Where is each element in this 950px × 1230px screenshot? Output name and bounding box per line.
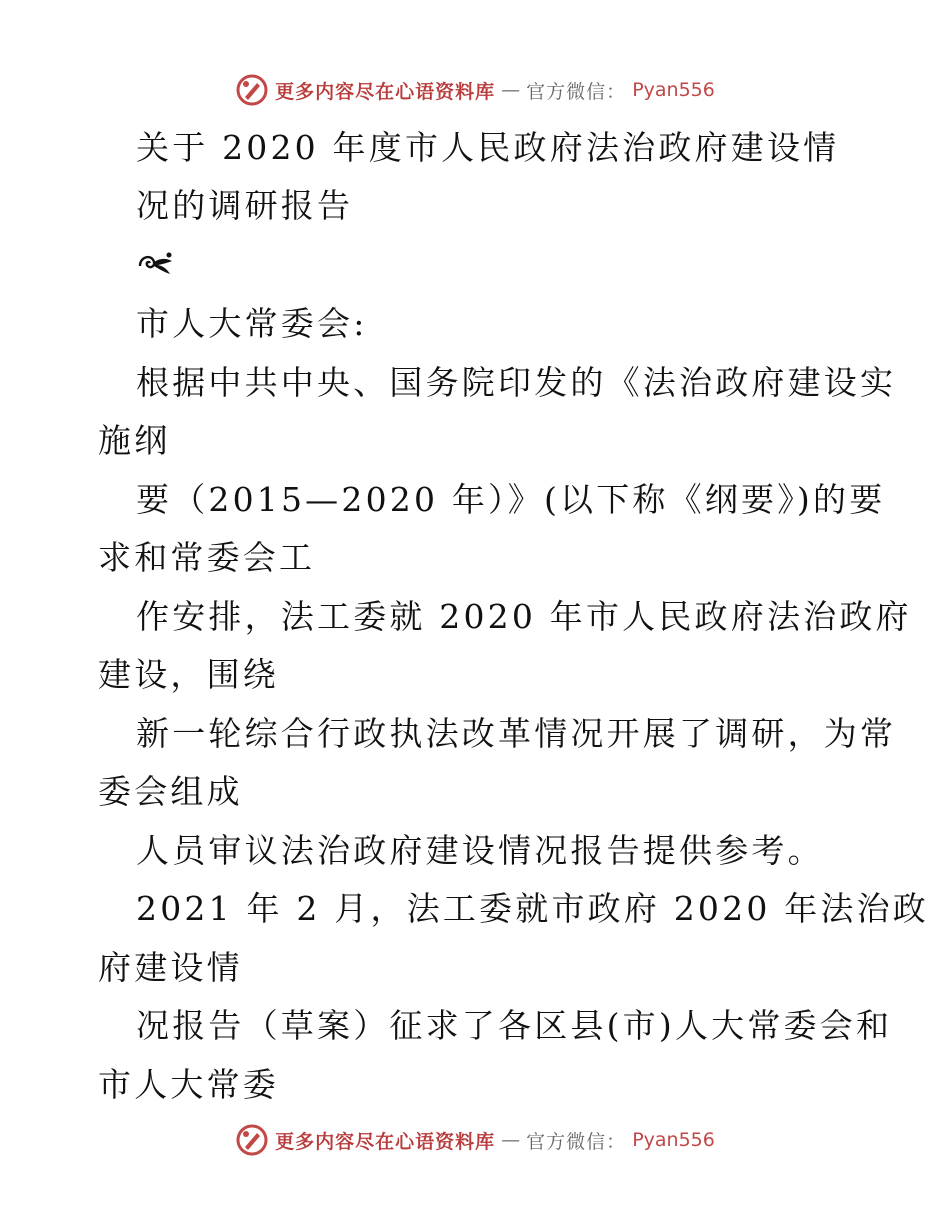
fleuron-icon: [136, 248, 176, 278]
document-title-line-1: 关于 2020 年度市人民政府法治政府建设情: [136, 128, 840, 167]
watermark-footer: [0, 1122, 950, 1158]
watermark-separator: —: [501, 79, 521, 101]
paragraph-line: 根据中共中央、国务院印发的《法治政府建设实: [136, 363, 897, 402]
paragraph-line: 况报告（草案）征求了各区县(市)人大常委会和: [136, 1006, 893, 1045]
watermark-wechat-label: 官方微信：: [526, 1130, 627, 1153]
paragraph-line: 作安排，法工委就 2020 年市人民政府法治政府: [136, 597, 912, 636]
paragraph-line: 新一轮综合行政执法改革情况开展了调研，为常: [136, 714, 897, 753]
paragraph-line: 委会组成: [98, 772, 243, 811]
watermark-separator: —: [501, 1129, 521, 1151]
watermark-wechat-id: Pyan556: [632, 1129, 715, 1151]
paragraph-line: 求和常委会工: [98, 538, 316, 577]
watermark-text: 更多内容尽在心语资料库: [275, 1130, 496, 1153]
paragraph-line: 要（2015—2020 年）》(以下称《纲要》)的要: [136, 480, 886, 519]
addressee: 市人大常委会:: [136, 304, 368, 343]
pen-logo-icon: [235, 73, 269, 107]
document-title-line-2: 况的调研报告: [136, 186, 354, 225]
paragraph-line: 2021 年 2 月，法工委就市政府 2020 年法治政: [136, 889, 930, 928]
paragraph-line: 施纲: [98, 421, 171, 460]
paragraph-line: 市人大常委: [98, 1065, 279, 1104]
pen-logo-icon: [235, 1123, 269, 1157]
watermark-text: 更多内容尽在心语资料库: [275, 80, 496, 103]
paragraph-line: 府建设情: [98, 948, 243, 987]
watermark-wechat-id: Pyan556: [632, 79, 715, 101]
paragraph-line: 人员审议法治政府建设情况报告提供参考。: [136, 831, 824, 870]
paragraph-line: 建设，围绕: [98, 655, 279, 694]
watermark-wechat-label: 官方微信：: [526, 80, 627, 103]
watermark-header: [0, 72, 950, 108]
